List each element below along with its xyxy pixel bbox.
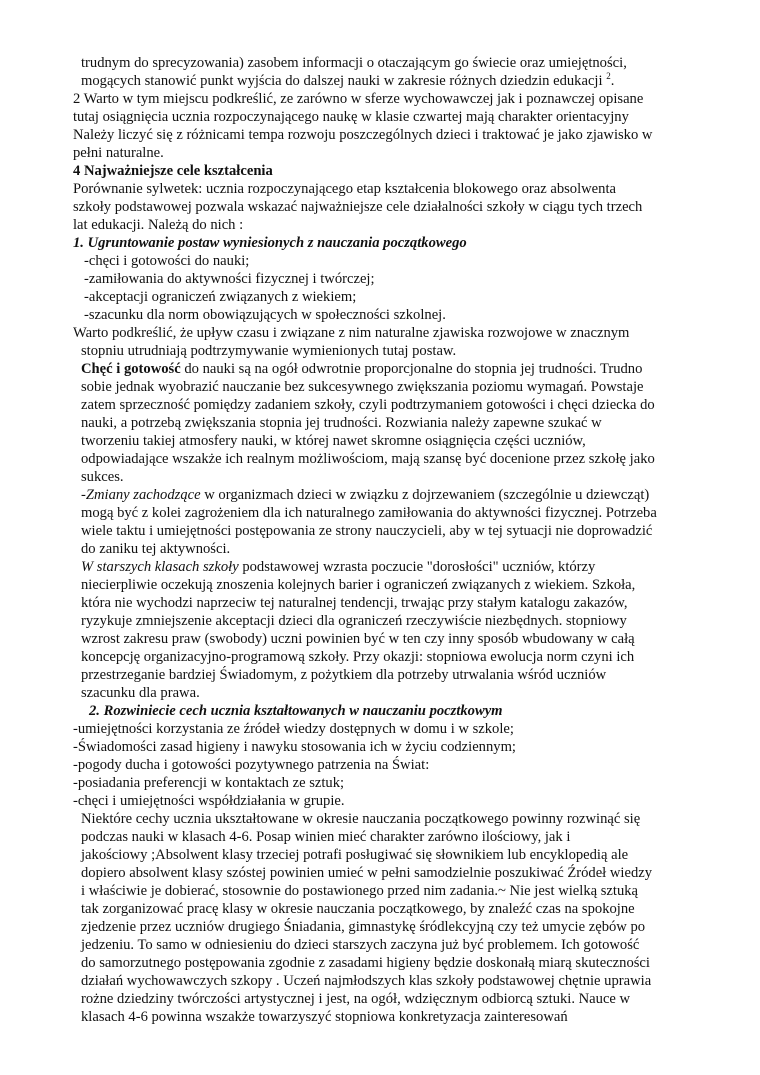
text-run: wzrost zakresu praw (swobody) uczni powinien być w ten czy inny sposób wbudowany w całą	[81, 631, 635, 647]
text-run: tutaj osiągnięcia ucznia rozpoczynającego naukę w klasie czwartej mają charakter orientacyjny	[73, 109, 629, 125]
text-line	[81, 504, 657, 522]
text-line	[81, 900, 635, 918]
text-run: .	[610, 73, 615, 89]
list-item	[73, 774, 344, 792]
text-run: Porównanie sylwetek: ucznia rozpoczynającego etap kształcenia blokowego oraz absolwenta	[73, 181, 616, 197]
text-run: szkoły podstawowej pozwala wskazać najważniejsze cele działalności szkoły w ciągu tych trzech	[73, 199, 643, 215]
text-line	[73, 126, 652, 144]
text-line	[81, 414, 602, 432]
text-line	[81, 54, 627, 72]
text-line	[81, 1008, 568, 1026]
text-run: klasach 4-6 powinna wszakże towarzyszyć stopniowa konkretyzacja zainteresowań	[81, 1009, 568, 1025]
text-run: lat edukacji. Należą do nich :	[73, 217, 244, 233]
text-line	[81, 486, 649, 504]
text-line	[81, 594, 628, 612]
text-run: nauki, a potrzebą zwiększania stopnia jej trudności. Rozwiania należy zapewne szukać w	[81, 415, 602, 431]
text-line	[73, 198, 642, 216]
text-run: zjedzenie przez uczniów drugiego Śniadania, gimnastykę śródlekcyjną czy też umycie zębów po	[81, 919, 646, 935]
italic-run: W starszych klasach szkoły	[81, 559, 239, 575]
text-line	[81, 72, 614, 90]
text-line	[81, 990, 630, 1008]
text-run: tak zorganizować pracę klasy w okresie nauczania początkowego, by znaleźć czas na spokojne	[81, 901, 635, 917]
text-run: do nauki są na ogół odwrotnie proporcjonalne do stopnia jej trudności. Trudno	[180, 361, 643, 377]
text-line	[81, 666, 606, 684]
text-run: ryzykuje zmniejszenie akceptacji dzieci dla ograniczeń rzeczywiście niezbędnych. stopniowy	[81, 613, 627, 629]
text-run: 2. Rozwiniecie cech ucznia kształtowanych w nauczaniu pocztkowym	[89, 703, 503, 719]
bold-run: Chęć i gotowość	[81, 361, 181, 377]
text-run: Warto podkreślić, że upływ czasu i związane z nim naturalne zjawiska rozwojowe w znacznym	[73, 325, 630, 341]
list-item	[73, 738, 516, 756]
italic-run: Zmiany zachodzące	[85, 487, 201, 503]
text-run: do zaniku tej aktywności.	[81, 541, 231, 557]
text-line	[81, 360, 642, 378]
text-line	[81, 468, 124, 486]
text-line	[81, 918, 645, 936]
text-run: -posiadania preferencji w kontaktach ze sztuk;	[73, 775, 345, 791]
text-run: dopiero absolwent klasy szóstej powinien umieć w pełni samodzielnie poszukiwać Źródeł wiedzy	[81, 865, 653, 881]
text-run: wiele taktu i umiejętności postępowania ze strony nauczycieli, aby w tej sytuacji nie doprowadzić	[81, 523, 653, 539]
text-line	[81, 612, 627, 630]
text-run: rożne dziedziny twórczości artystycznej i jest, na ogół, wdzięcznym odbiorcą sztuki. Nauce w	[81, 991, 631, 1007]
text-run: która nie wychodzi naprzeciw tej naturalnej tendencji, trwając przy stałym katalogu zakazów,	[81, 595, 628, 611]
list-item	[73, 792, 345, 810]
text-run: -chęci i gotowości do nauki;	[84, 253, 250, 269]
text-line	[81, 432, 586, 450]
list-item	[84, 270, 375, 288]
subsection-heading	[89, 702, 503, 720]
text-line	[81, 936, 639, 954]
text-run: działań wychowawczych szkopy . Uczeń najmłodszych klas szkoły podstawowej chętnie uprawia	[81, 973, 652, 989]
text-line	[81, 684, 200, 702]
text-run: w organizmach dzieci w związku z dojrzewaniem (szczególnie u dziewcząt)	[200, 487, 650, 503]
text-run: trudnym do sprecyzowania) zasobem informacji o otaczającym go świecie oraz umiejętności,	[81, 55, 627, 71]
text-run: 4 Najważniejsze cele kształcenia	[73, 163, 273, 179]
text-line	[81, 630, 635, 648]
text-run: koncepcję organizacyjno-programową szkoły. Przy okazji: stopniowa ewolucja norm czyni ich	[81, 649, 635, 665]
text-run: -zamiłowania do aktywności fizycznej i twórczej;	[84, 271, 375, 287]
text-run: -Świadomości zasad higieny i nawyku stosowania ich w życiu codziennym;	[73, 739, 516, 755]
text-line	[81, 648, 634, 666]
text-line	[81, 972, 651, 990]
text-line	[81, 540, 230, 558]
text-run: szacunku dla prawa.	[81, 685, 200, 701]
text-run: -umiejętności korzystania ze źródeł wiedzy dostępnych w domu i w szkole;	[73, 721, 514, 737]
text-run: przestrzeganie bardziej Świadomym, z pożytkiem dla potrzeby utrwalania wśród uczniów	[81, 667, 607, 683]
list-item	[73, 756, 429, 774]
text-line	[73, 90, 643, 108]
text-line	[81, 846, 628, 864]
text-run: -pogody ducha i gotowości pozytywnego patrzenia na Świat:	[73, 757, 430, 773]
list-item	[84, 252, 249, 270]
text-run: -szacunku dla norm obowiązujących w społeczności szkolnej.	[84, 307, 446, 323]
text-line	[81, 522, 652, 540]
text-run: sobie jednak wyobrazić nauczanie bez sukcesywnego zwiększania poziomu wymagań. Powstaje	[81, 379, 644, 395]
text-line	[81, 558, 595, 576]
text-line	[81, 450, 655, 468]
text-run: podczas nauki w klasach 4-6. Posap winien mieć charakter zarówno ilościowy, jak i	[81, 829, 571, 845]
subsection-heading	[73, 234, 467, 252]
text-run: zatem sprzeczność pomiędzy zadaniem szkoły, czyli podtrzymaniem gotowości i chęci dziecka do	[81, 397, 655, 413]
text-run: -	[81, 487, 86, 503]
text-line	[81, 882, 638, 900]
text-line	[81, 378, 643, 396]
text-run: -chęci i umiejętności współdziałania w grupie.	[73, 793, 345, 809]
text-line	[73, 324, 629, 342]
list-item	[84, 288, 356, 306]
text-run: 2 Warto w tym miejscu podkreślić, ze zarówno w sferze wychowawczej jak i poznawczej opisane	[73, 91, 644, 107]
text-run: podstawowej wzrasta poczucie "dorosłości" uczniów, którzy	[238, 559, 596, 575]
text-run: niecierpliwie oczekują znoszenia kolejnych barier i ograniczeń związanych z wiekiem. Szkoła,	[81, 577, 636, 593]
text-line	[81, 342, 456, 360]
text-run: pełni naturalne.	[73, 145, 164, 161]
text-run: jakościowy ;Absolwent klasy trzeciej potrafi posługiwać się słownikiem lub encyklopedią ale	[81, 847, 629, 863]
text-run: mogą być z kolei zagrożeniem dla ich naturalnego zamiłowania do aktywności fizycznej. Potrzeba	[81, 505, 657, 521]
text-run: sukces.	[81, 469, 124, 485]
text-line	[73, 216, 243, 234]
text-line	[73, 108, 629, 126]
text-line	[81, 576, 635, 594]
text-run: stopniu utrudniają podtrzymywanie wymienionych tutaj postaw.	[81, 343, 457, 359]
text-run: odpowiadające wszakże ich realnym możliwościom, mają szansę być docenione przez szkołę jako	[81, 451, 655, 467]
text-line	[81, 864, 652, 882]
text-line	[81, 810, 640, 828]
text-line	[81, 828, 570, 846]
text-run: i właściwie je dobierać, stosownie do postawionego przed nim zadania.~ Nie jest wielką sztuką	[81, 883, 639, 899]
text-run: Należy liczyć się z różnicami tempa rozwoju poszczególnych dzieci i traktować je jako zjawisko w	[73, 127, 653, 143]
text-line	[81, 396, 655, 414]
section-heading	[73, 162, 273, 180]
text-line	[73, 144, 164, 162]
text-run: mogących stanowić punkt wyjścia do dalszej nauki w zakresie różnych dziedzin edukacji	[81, 73, 607, 89]
list-item	[84, 306, 446, 324]
text-line	[81, 954, 650, 972]
text-run: do samorzutnego postępowania zgodnie z zasadami higieny będzie doskonałą miarą skuteczności	[81, 955, 650, 971]
footnote-ref: 2	[606, 71, 611, 81]
list-item	[73, 720, 514, 738]
text-run: tworzeniu takiej atmosfery nauki, w której nawet skromne osiągnięcia części uczniów,	[81, 433, 586, 449]
text-run: -akceptacji ograniczeń związanych z wiekiem;	[84, 289, 357, 305]
text-run: Niektóre cechy ucznia ukształtowane w okresie nauczania początkowego powinny rozwinąć się	[81, 811, 641, 827]
text-run: 1. Ugruntowanie postaw wyniesionych z nauczania początkowego	[73, 235, 467, 251]
text-run: jedzeniu. To samo w odniesieniu do dzieci starszych zaczyna już być problemem. Ich gotowość	[81, 937, 640, 953]
text-line	[73, 180, 616, 198]
